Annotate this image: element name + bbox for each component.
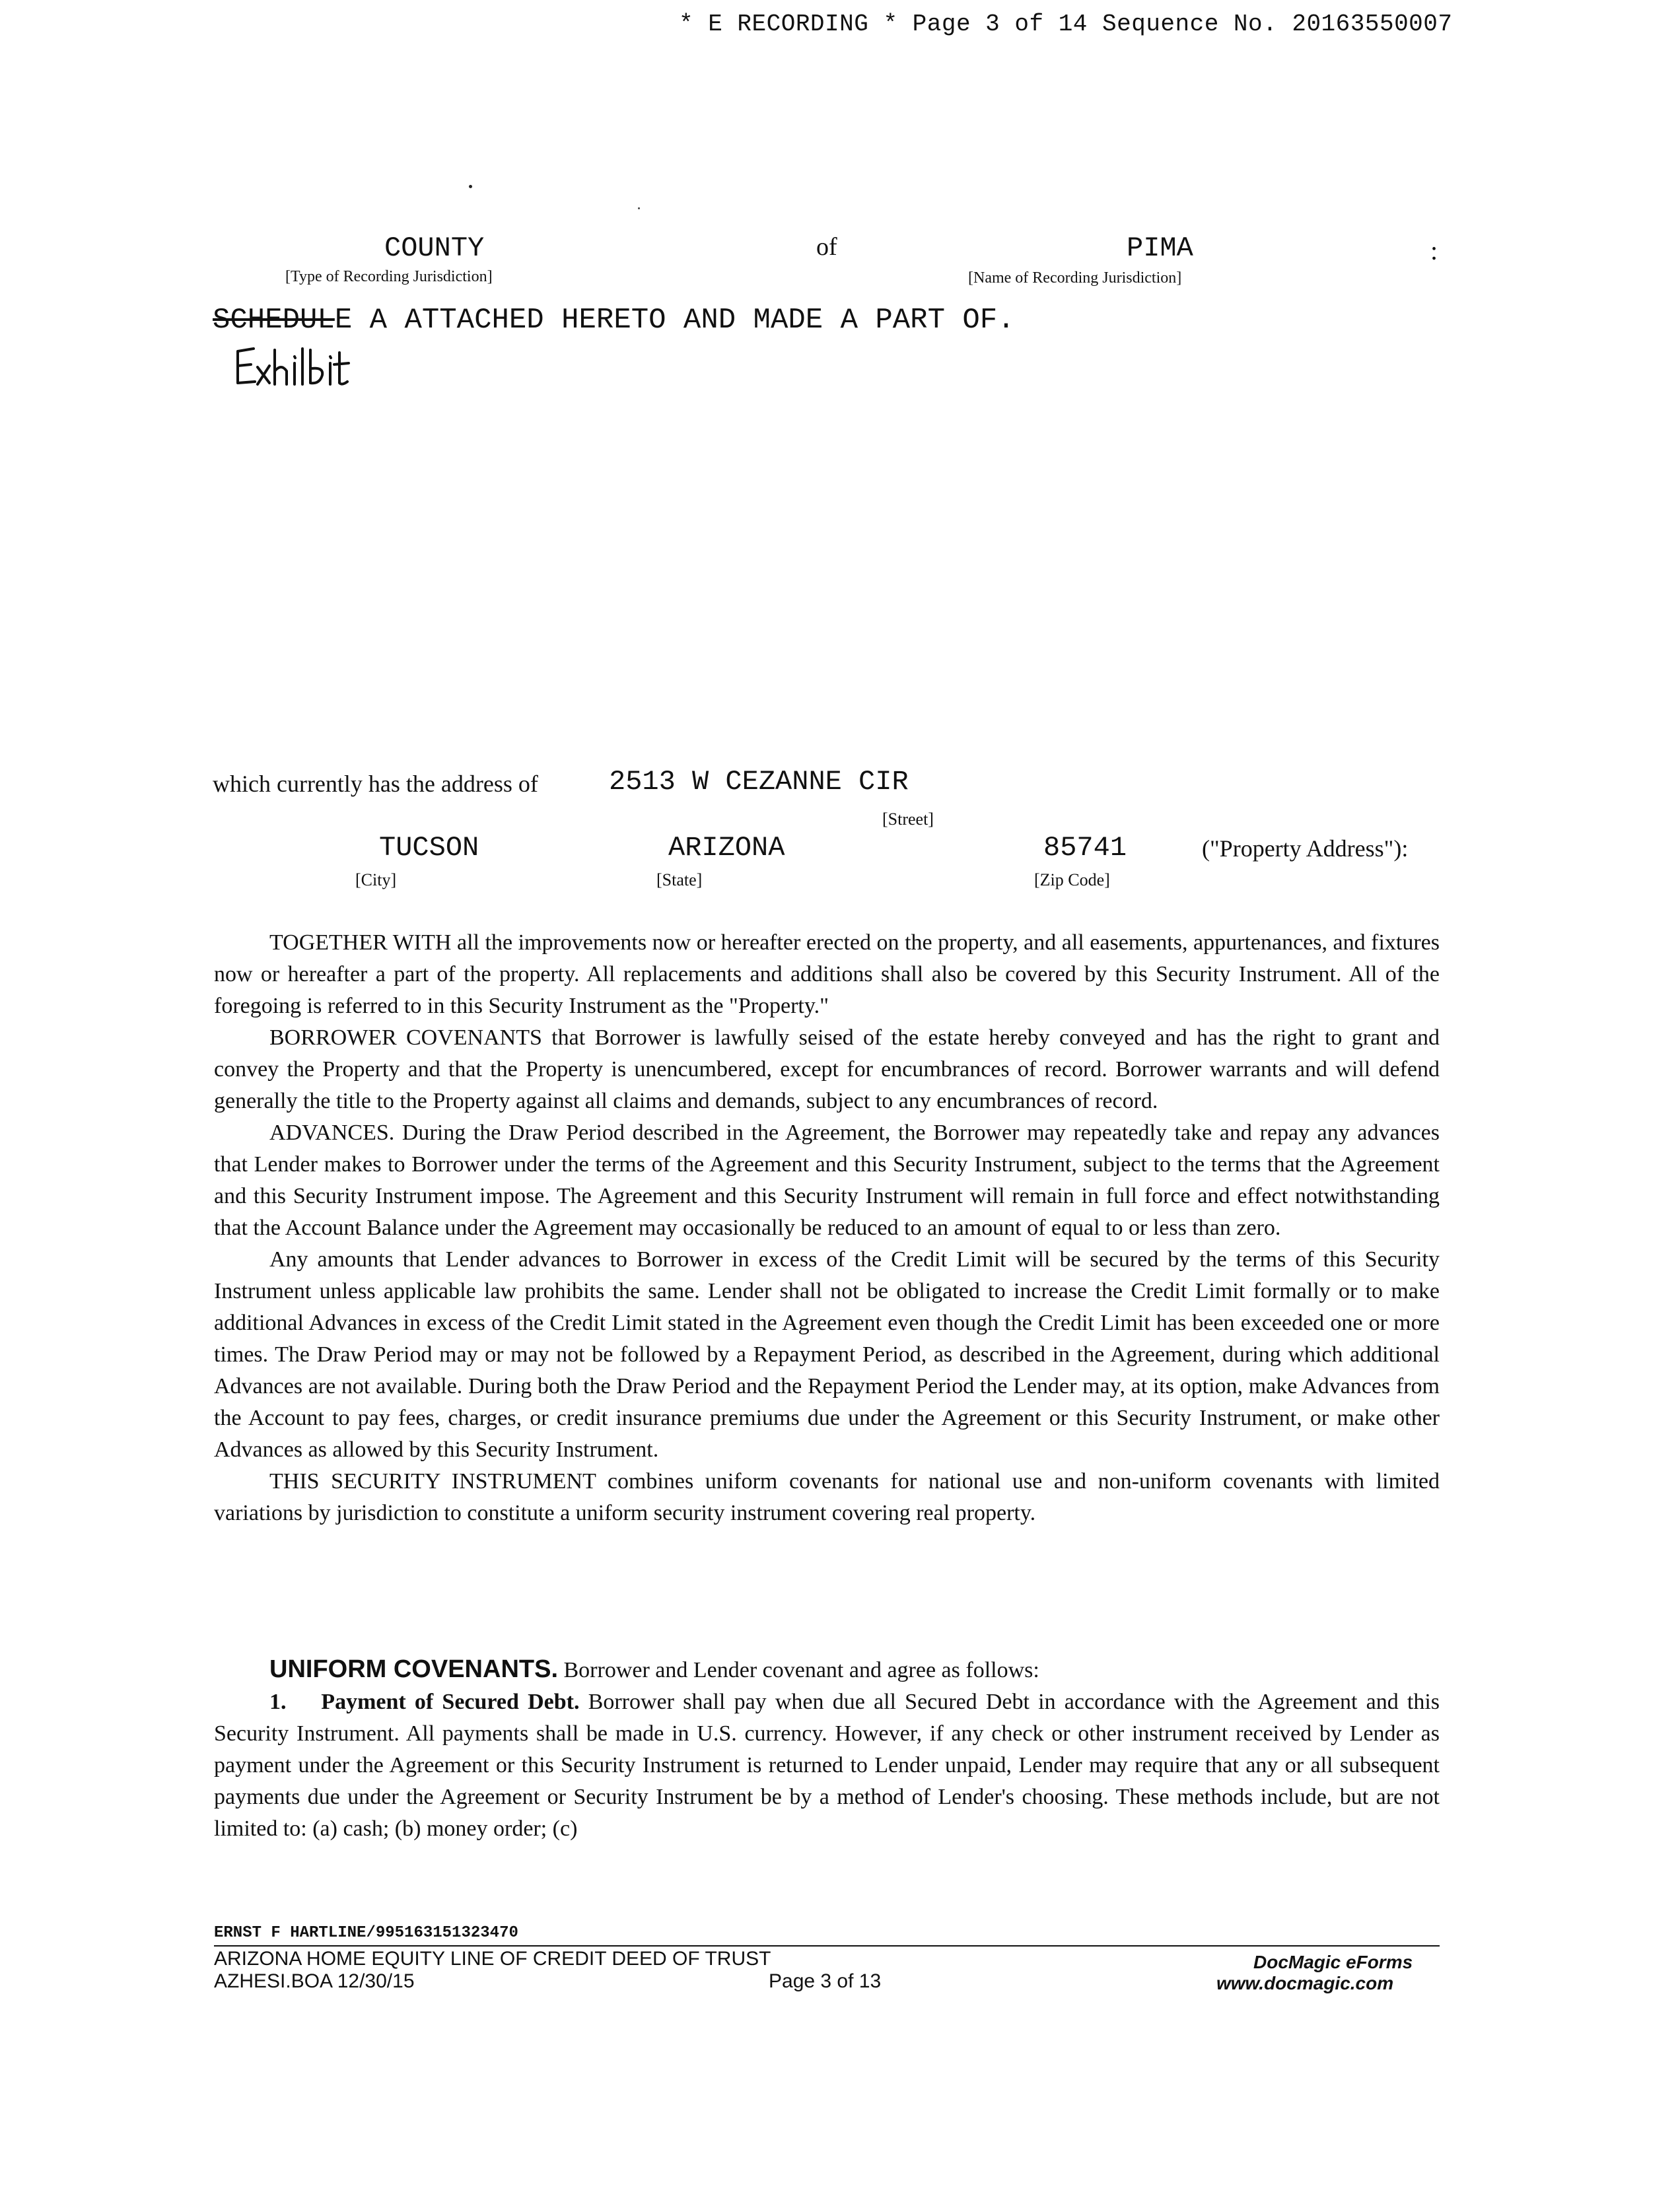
page-label: Page 3 of 13 <box>769 1970 882 1992</box>
state-caption: [State] <box>656 870 703 889</box>
city-caption: [City] <box>355 870 397 889</box>
borrower-covenants-paragraph: BORROWER COVENANTS that Borrower is lawfully seised of the estate hereby conveyed and has the right to grant and convey the Property and that the Property is unencumbered, except for encumbrances of record. Borrower warrants and will defend generally the title to the Property against all claims and demands, subject to any encumbrances of record. <box>214 1025 1440 1113</box>
jurisdiction-type-caption: [Type of Recording Jurisdiction] <box>285 268 493 285</box>
street-caption: [Street] <box>882 810 934 829</box>
jurisdiction-name-value: PIMA <box>1127 232 1193 264</box>
jurisdiction-of-word: of <box>816 233 837 261</box>
together-paragraph: TOGETHER WITH all the improvements now or hereafter erected on the property, and all easements, appurtenances, and fixtures now or hereafter a part of the property. All replacements and additions shall also be covered by this Security Instrument. All of the foregoing is referred to in this Security Instrument as the "Property." <box>214 930 1440 1018</box>
item-number: 1. <box>269 1690 287 1714</box>
jurisdiction-colon: : <box>1430 236 1438 265</box>
zip-caption: [Zip Code] <box>1034 870 1110 889</box>
footer-rule <box>214 1945 1440 1947</box>
form-code: AZHESI.BOA 12/30/15 <box>214 1970 415 1992</box>
street-value: 2513 W CEZANNE CIR <box>609 766 909 798</box>
borrower-id: ERNST F HARTLINE/995163151323470 <box>214 1924 518 1942</box>
advances-paragraph: ADVANCES. During the Draw Period described in the Agreement, the Borrower may repeatedly take and repay any advances that Lender makes to Borrower under the terms of the Agreement and this Security Instrument, subject to the terms that the Agreement and this Security Instrument impose. The Agreement and this Security Instrument will remain in full force and effect notwithstanding that the Account Balance under the Agreement may occasionally be reduced to an amount of equal to or less than zero. <box>214 1121 1440 1240</box>
struck-text: SCHEDUL <box>213 304 335 337</box>
property-address-label: ("Property Address"): <box>1202 835 1409 862</box>
city-value: TUCSON <box>379 832 479 864</box>
handwritten-exhibit-note <box>231 343 357 391</box>
uniform-covenants-heading: UNIFORM COVENANTS. <box>269 1655 558 1683</box>
jurisdiction-type-value: COUNTY <box>384 232 485 264</box>
schedule-text: E A ATTACHED HERETO AND MADE A PART OF. <box>334 304 1015 337</box>
uniform-covenants-section <box>214 1653 1440 1845</box>
jurisdiction-name-caption: [Name of Recording Jurisdiction] <box>968 269 1182 287</box>
item-title: Payment of Secured Debt. <box>321 1690 580 1714</box>
brand-logo: DocMagic eForms <box>1253 1952 1413 1972</box>
scan-speck <box>638 207 640 209</box>
item-text: Borrower shall pay when due all Secured Debt in accordance with the Agreement and this Security Instrument. All payments shall be made in U.S. currency. However, if any check or other instrument received by Lender as payment under the Agreement or this Security Instrument is returned to Lender unpaid, Lender may require that any or all subsequent payments due under the Agreement or Security Instrument be by a method of Lender's choosing. These methods include, but are not limited to: (a) cash; (b) money order; (c) <box>214 1690 1440 1841</box>
website: www.docmagic.com <box>1216 1973 1394 1993</box>
body-paragraphs <box>214 927 1440 1529</box>
state-value: ARIZONA <box>668 832 785 864</box>
form-title: ARIZONA HOME EQUITY LINE OF CREDIT DEED OF TRUST <box>214 1948 771 1970</box>
schedule-line <box>213 304 1015 337</box>
zip-value: 85741 <box>1043 832 1127 864</box>
recording-header: * E RECORDING * Page 3 of 14 Sequence No. 20163550007 <box>679 11 1453 38</box>
scan-speck <box>469 185 472 188</box>
any-amounts-paragraph: Any amounts that Lender advances to Borrower in excess of the Credit Limit will be secured by the terms of this Security Instrument unless applicable law prohibits the same. Lender shall not be obligated to increase the Credit Limit formally or to make additional Advances in excess of the Credit Limit stated in the Agreement even though the Credit Limit has been exceeded one or more times. The Draw Period may or may not be followed by a Repayment Period, as described in the Agreement, during which additional Advances are not available. During both the Draw Period and the Repayment Period the Lender may, at its option, make Advances from the Account to pay fees, charges, or credit insurance premiums due under the Agreement or this Security Instrument, or make other Advances as allowed by this Security Instrument. <box>214 1247 1440 1462</box>
uniform-covenants-intro: Borrower and Lender covenant and agree as follows: <box>558 1658 1039 1682</box>
address-intro: which currently has the address of <box>213 771 538 797</box>
this-security-paragraph: THIS SECURITY INSTRUMENT combines uniform covenants for national use and non-uniform covenants with limited variations by jurisdiction to constitute a uniform security instrument covering real property. <box>214 1469 1440 1525</box>
